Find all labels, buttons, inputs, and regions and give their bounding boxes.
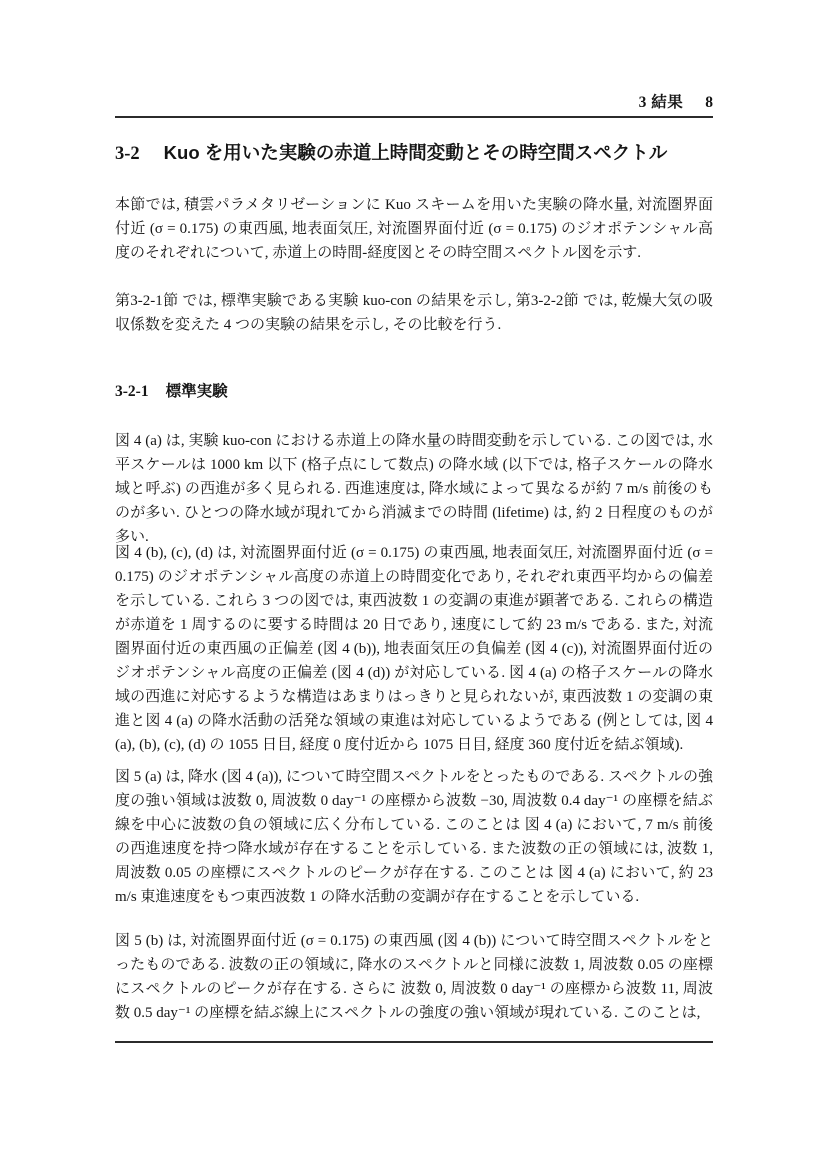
section-heading	[115, 139, 713, 165]
paragraph-body-2: 図 4 (b), (c), (d) は, 対流圏界面付近 (σ = 0.175) の東西風, 地表面気圧, 対流圏界面付近 (σ = 0.175) のジオポテンシャル高度の赤道上の時間変化であり, それぞれ東西平均からの偏差を示している. これら 3 つの図では, 東西波数 1 の変調の東進が顕著である. これらの構造が赤道を 1 周するのに要する時間は 20 日であり, 速度にして約 23 m/s である. また, 対流圏界面付近の東西風の正偏差 (図 4 (b)), 地表面気圧の負偏差 (図 4 (c)), 対流圏界面付近のジオポテンシャル高度の正偏差 (図 4 (d)) が対応している. 図 4 (a) の格子スケールの降水域の西進に対応するような構造はあまりはっきりと見られないが, 東西波数 1 の変調の東進と図 4 (a) の降水活動の活発な領域の東進は対応しているようである (例としては, 図 4 (a), (b), (c), (d) の 1055 日目, 経度 0 度付近から 1075 日目, 経度 360 度付近を結ぶ領域).	[115, 545, 713, 753]
section-title: Kuo を用いた実験の赤道上時間変動とその時空間スペクトル	[163, 142, 668, 163]
paragraph-intro-1: 本節では, 積雲パラメタリゼーションに Kuo スキームを用いた実験の降水量, 対流圏界面付近 (σ = 0.175) の東西風, 地表面気圧, 対流圏界面付近 (σ = 0.175) のジオポテンシャル高度のそれぞれについて, 赤道上の時間-経度図とその時空間スペクトル図を示す.	[115, 197, 713, 261]
paragraph-body-3: 図 5 (a) は, 降水 (図 4 (a)), について時空間スペクトルをとったものである. スペクトルの強度の強い領域は波数 0, 周波数 0 day⁻¹ の座標から波数 −30, 周波数 0.4 day⁻¹ の座標を結ぶ線を中心に波数の負の領域に広く分布している. このことは 図 4 (a) において, 7 m/s 前後の西進速度を持つ降水域が存在することを示している. また波数の正の領域には, 波数 1, 周波数 0.05 の座標にスペクトルのピークが存在する. このことは 図 4 (a) において, 約 23 m/s 東進速度をもつ東西波数 1 の降水活動の変調が存在することを示している.	[115, 769, 713, 905]
paragraph-intro-2: 第3-2-1節 では, 標準実験である実験 kuo-con の結果を示し, 第3-2-2節 では, 乾燥大気の吸収係数を変えた 4 つの実験の結果を示し, その比較を行う.	[115, 293, 713, 333]
footer-rule	[115, 1041, 713, 1043]
subsection-heading	[115, 379, 713, 401]
paragraph-body-1: 図 4 (a) は, 実験 kuo-con における赤道上の降水量の時間変動を示している. この図では, 水平スケールは 1000 km 以下 (格子点にして数点) の降水域 (以下では, 格子スケールの降水域と呼ぶ) の西進が多く見られる. 西進速度は, 降水域によって異なるが約 7 m/s 前後のものが多い. ひとつの降水域が現れてから消滅までの時間 (lifetime) は, 約 2 日程度のものが多い.	[115, 433, 713, 545]
subsection-title: 標準実験	[165, 383, 228, 400]
paragraph-body-4: 図 5 (b) は, 対流圏界面付近 (σ = 0.175) の東西風 (図 4 (b)) について時空間スペクトルをとったものである. 波数の正の領域に, 降水のスペクトルと同様に波数 1, 周波数 0.05 の座標にスペクトルのピークが存在する. さらに 波数 0, 周波数 0 day⁻¹ の座標から波数 11, 周波数 0.5 day⁻¹ の座標を結ぶ線上にスペクトルの強度の強い領域が現れている. このことは,	[115, 933, 713, 1021]
subsection-number: 3-2-1	[115, 383, 149, 400]
page-number: 8	[705, 94, 713, 111]
running-head: 3 結果	[638, 94, 684, 111]
header-rule	[115, 116, 713, 118]
page-header	[115, 90, 713, 112]
section-number: 3-2	[115, 144, 140, 164]
